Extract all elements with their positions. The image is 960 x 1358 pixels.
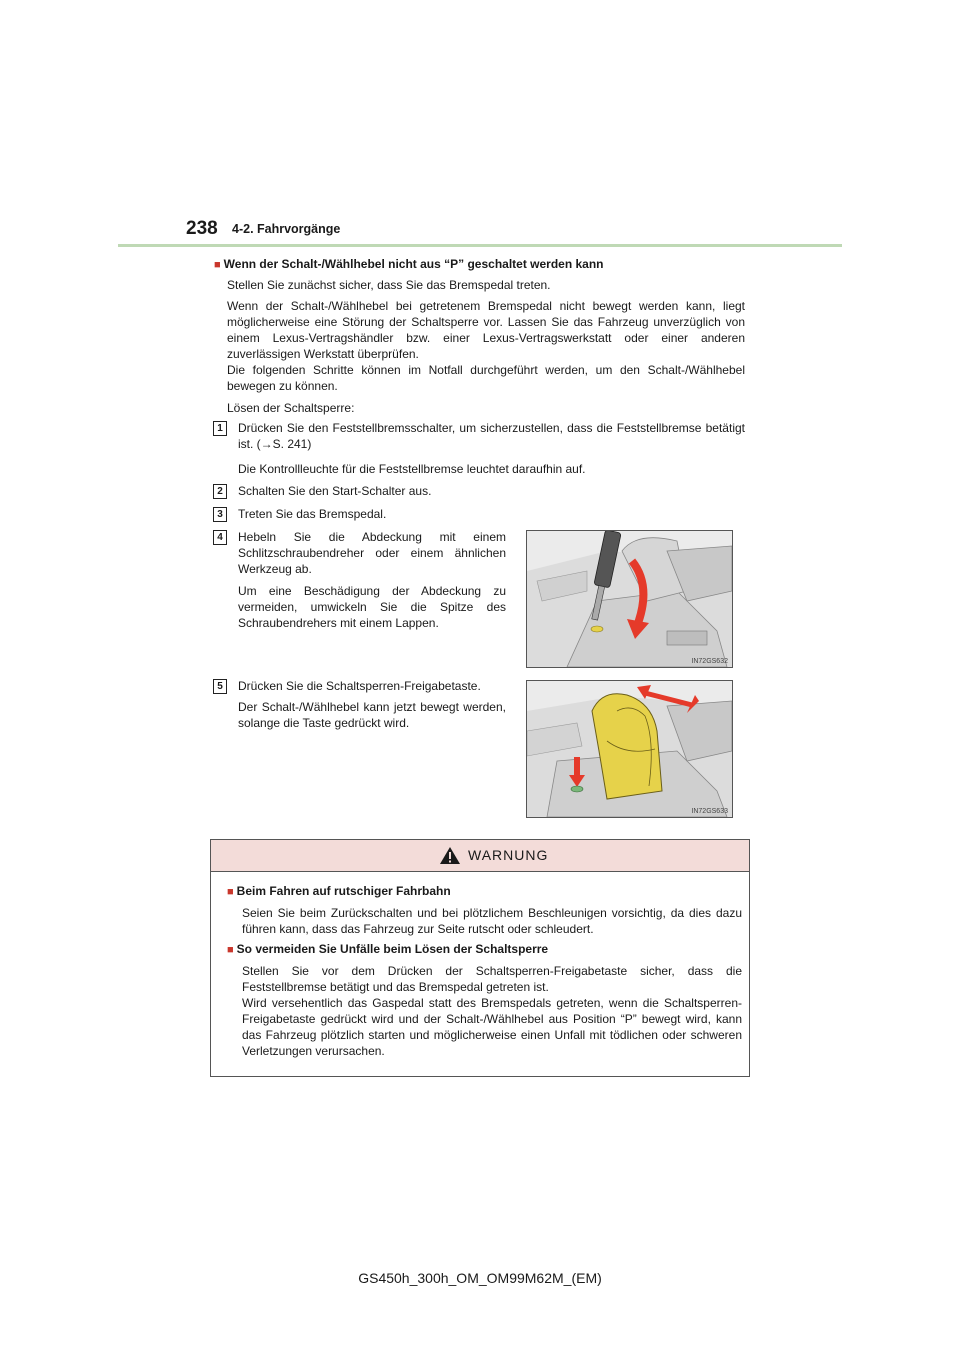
step-text-1: Drücken Sie den Feststellbremsschalter, um sicherzustellen, dass die Feststellbremse betätigt ist. (→S. 241) <box>238 421 745 451</box>
bullet-icon: ■ <box>227 886 234 898</box>
step-note-5: Der Schalt-/Wählhebel kann jetzt bewegt werden, solange die Taste gedrückt wird. <box>238 700 506 730</box>
warning-heading-1-text: Beim Fahren auf rutschiger Fahrbahn <box>236 884 451 898</box>
figure-release-button <box>526 680 733 818</box>
warning-text-2: Stellen Sie vor dem Drücken der Schaltsperren-Freigabetaste sicher, dass die Feststellbremse betätigt und das Bremspedal getreten ist. <box>242 964 742 994</box>
footer-document-code: GS450h_300h_OM_OM99M62M_(EM) <box>358 1270 602 1286</box>
console-illustration-2 <box>527 681 732 817</box>
figure-id-1: IN72GS632 <box>691 658 728 665</box>
header-rule <box>118 244 842 247</box>
step-text-2: Schalten Sie den Start-Schalter aus. <box>238 484 432 498</box>
warning-heading-2 <box>227 942 548 956</box>
console-illustration-1 <box>527 531 732 667</box>
step-text-3: Treten Sie das Bremspedal. <box>238 507 387 521</box>
step-number-1: 1 <box>213 421 227 436</box>
paragraph-2: Die folgenden Schritte können im Notfall durchgeführt werden, um den Schalt-/Wählhebel bewegen zu können. <box>227 363 745 393</box>
step-number-3: 3 <box>213 507 227 522</box>
paragraph-1: Wenn der Schalt-/Wählhebel bei getretenem Bremspedal nicht bewegt werden kann, liegt möglicherweise eine Störung der Schaltsperre vor. Lassen Sie das Fahrzeug unverzüglich von einem Lexus-Vertragshändler bzw. einer Lexus-Vertragswerkstatt oder einer anderen zuverlässigen Werkstatt überprüfen. <box>227 299 745 361</box>
step-text-5: Drücken Sie die Schaltsperren-Freigabetaste. <box>238 679 481 693</box>
step-number-2: 2 <box>213 484 227 499</box>
intro-text: Stellen Sie zunächst sicher, dass Sie das Bremspedal treten. <box>227 278 551 292</box>
step-number-5: 5 <box>213 679 227 694</box>
step-text-4: Hebeln Sie die Abdeckung mit einem Schlitzschraubendreher oder einem ähnlichen Werkzeug ab. <box>238 530 506 576</box>
step-note-1: Die Kontrollleuchte für die Feststellbremse leuchtet daraufhin auf. <box>238 462 586 476</box>
figure-cover-removal <box>526 530 733 668</box>
figure-id-2: IN72GS633 <box>691 808 728 815</box>
release-label: Lösen der Schaltsperre: <box>227 401 355 415</box>
section-heading <box>214 257 604 271</box>
section-heading-text: Wenn der Schalt-/Wählhebel nicht aus “P” geschaltet werden kann <box>223 257 604 271</box>
bullet-icon: ■ <box>214 259 221 271</box>
warning-heading-2-text: So vermeiden Sie Unfälle beim Lösen der Schaltsperre <box>236 942 549 956</box>
warning-text-1: Seien Sie beim Zurückschalten und bei plötzlichem Beschleunigen vorsichtig, da dies dazu führen kann, dass das Fahrzeug zur Seite rutscht oder schleudert. <box>242 906 742 936</box>
warning-text-3: Wird versehentlich das Gaspedal statt des Bremspedals getreten, wenn die Schaltsperren-Freigabetaste gedrückt wird und der Schalt-/Wählhebel aus Position “P” bewegt wird, kann das Fahrzeug plötzlich starten und möglicherweise einen Unfall mit tödlichen oder schweren Verletzungen verursachen. <box>242 996 742 1058</box>
warning-heading-1 <box>227 884 451 898</box>
section-title: 4-2. Fahrvorgänge <box>232 222 341 236</box>
bullet-icon: ■ <box>227 944 234 956</box>
page-number: 238 <box>186 218 218 239</box>
warning-header <box>211 840 749 872</box>
step-number-4: 4 <box>213 530 227 545</box>
warning-box <box>210 839 750 1077</box>
step-note-4: Um eine Beschädigung der Abdeckung zu vermeiden, umwickeln Sie die Spitze des Schraubendrehers mit einem Lappen. <box>238 584 506 630</box>
warning-triangle-icon <box>439 846 461 865</box>
warning-title: WARNUNG <box>468 847 549 863</box>
